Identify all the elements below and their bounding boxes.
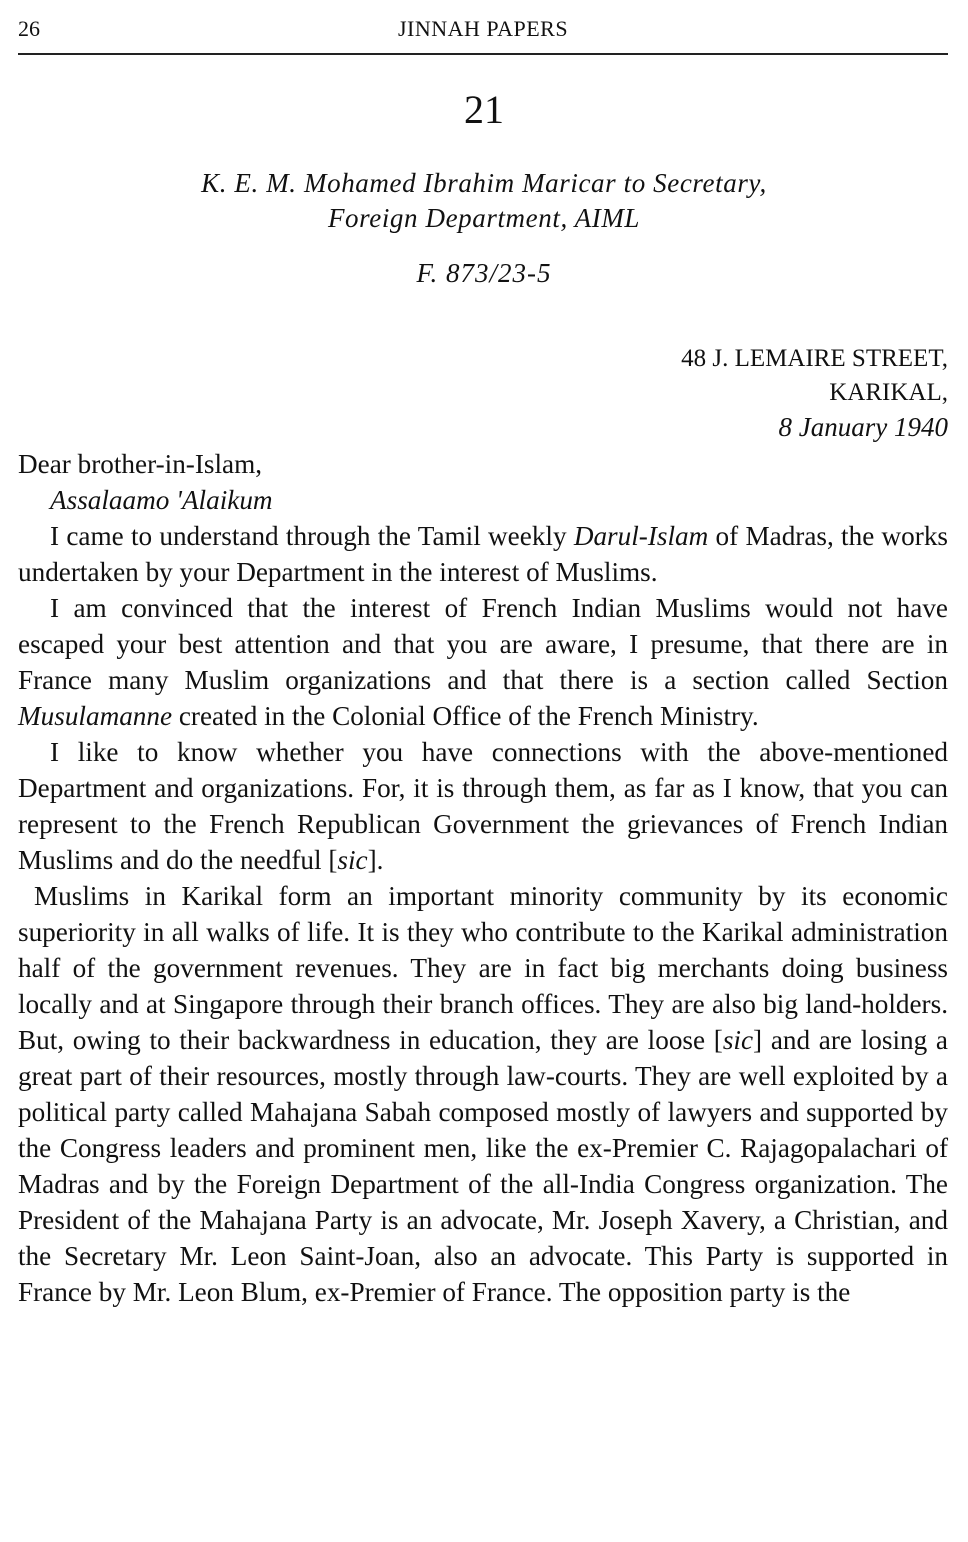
salutation: Dear brother-in-Islam, xyxy=(18,449,263,479)
paragraph-3 xyxy=(18,734,948,878)
paragraph-2-text-a: I am convinced that the interest of French Indian Muslims would not have escaped your best attention and that you are aware, I presume, that there are in France many Muslim organizations and that there is a section called Section xyxy=(18,593,948,695)
document-number: 21 xyxy=(464,87,504,132)
letter-date: 8 January 1940 xyxy=(778,412,948,442)
newspaper-title: Darul-Islam xyxy=(573,521,709,551)
header-rule xyxy=(18,53,948,55)
paragraph-1-text-b: of Madras, the works undertaken by your Department in the interest of Muslims. xyxy=(18,521,948,587)
page-number: 26 xyxy=(18,16,40,41)
file-reference: F. 873/23-5 xyxy=(416,258,552,288)
section-name: Musulamanne xyxy=(18,701,173,731)
document-heading-line-1: K. E. M. Mohamed Ibrahim Maricar to Secretary, xyxy=(201,168,767,198)
paragraph-2 xyxy=(18,590,948,734)
paragraph-3-text-b: ]. xyxy=(367,845,384,875)
greeting: Assalaamo 'Alaikum xyxy=(50,485,273,515)
paragraph-1-text-a: I came to understand through the Tamil weekly xyxy=(50,521,574,551)
running-head xyxy=(18,16,948,46)
letter-body xyxy=(18,446,948,1310)
paragraph-3-text-a: I like to know whether you have connections with the above-mentioned Department and organizations. For, it is through them, as far as I know, that you can represent to the French Republican Government the grievances of French Indian Muslims and do the needful [ xyxy=(18,737,948,875)
address-city: KARIKAL, xyxy=(829,379,948,406)
sender-address xyxy=(681,342,948,444)
sic-note: sic xyxy=(337,845,368,875)
paragraph-1 xyxy=(18,518,948,590)
paragraph-4-text-a: Muslims in Karikal form an important minority community by its economic superiority in all walks of life. It is they who contribute to the Karikal administration half of the government revenues. They are in fact big merchants doing business locally and at Singapore through their branch offices. They are also big land-holders. But, owing to their backwardness in education, they are loose [ xyxy=(18,881,948,1055)
document-heading xyxy=(0,166,968,236)
address-street: 48 J. LEMAIRE STREET, xyxy=(681,345,948,372)
sic-note: sic xyxy=(722,1025,754,1055)
paragraph-4 xyxy=(18,878,948,1310)
document-heading-line-2: Foreign Department, AIML xyxy=(327,203,641,233)
paragraph-4-text-b: ] and are losing a great part of their resources, mostly through law-courts. They are well exploited by a political party called Mahajana Sabah composed mostly of lawyers and supported by the Congress leaders and prominent men, like the ex-Premier C. Rajagopalachari of Madras and by the Foreign Department of the all-India Congress organization. The President of the Mahajana Party is an advocate, Mr. Joseph Xavery, a Christian, and the Secretary Mr. Leon Saint-Joan, also an advocate. This Party is supported in France by Mr. Leon Blum, ex-Premier of France. The opposition party is the xyxy=(18,1025,948,1307)
paragraph-2-text-b: created in the Colonial Office of the French Ministry. xyxy=(172,701,759,731)
journal-title: JINNAH PAPERS xyxy=(397,16,569,41)
